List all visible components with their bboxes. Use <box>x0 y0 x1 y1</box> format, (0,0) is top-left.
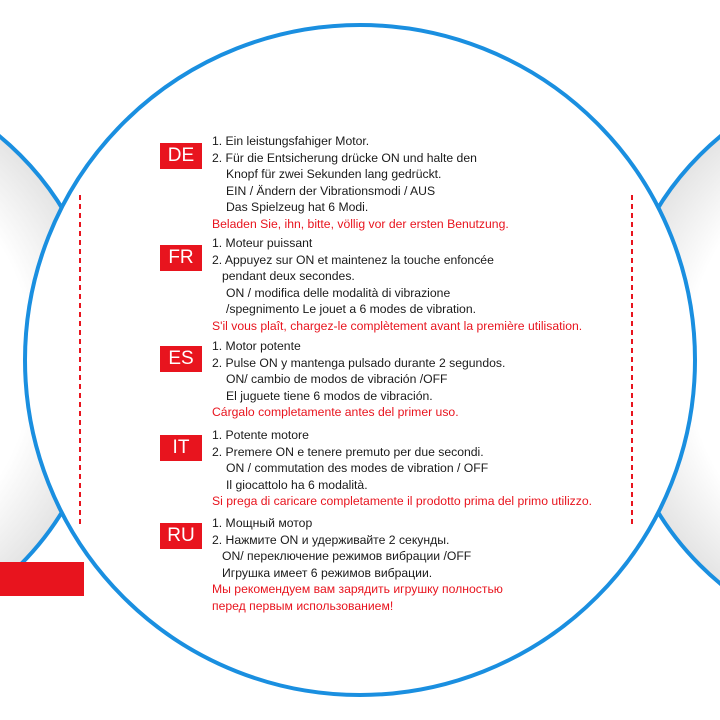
instruction-line: ON/ cambio de modos de vibración /OFF <box>226 372 448 386</box>
instruction-line: 2. Appuyez sur ON et maintenez la touche enfoncée <box>212 252 494 267</box>
instruction-line: 2. Нажмите ON и удерживайте 2 секунды. <box>212 532 450 547</box>
charging-warning: Beladen Sie, ihn, bitte, völlig vor der ersten Benutzung. <box>212 216 509 231</box>
instruction-line: El juguete tiene 6 modos de vibración. <box>226 388 433 403</box>
charging-warning: Cárgalo completamente antes del primer uso. <box>212 405 459 419</box>
instruction-line: 1. Potente motore <box>212 428 309 442</box>
instruction-line: 2. Premere ON e tenere premuto per due secondi. <box>212 444 484 459</box>
instruction-line: 1. Ein leistungsfahiger Motor. <box>212 134 370 148</box>
charging-warning: S'il vous plaît, chargez-le complètement avant la première utilisation. <box>212 318 583 333</box>
instruction-line: ON/ переключение режимов вибрации /OFF <box>222 549 472 563</box>
instruction-line: Il giocattolo ha 6 modalità. <box>226 477 368 492</box>
instruction-line: ON / modifica delle modalità di vibrazione <box>226 285 451 300</box>
instruction-line: Das Spielzeug hat 6 Modi. <box>226 200 369 214</box>
instruction-line: 1. Motor potente <box>212 339 301 353</box>
instruction-line: 2. Für die Entsicherung drücke ON und halte den <box>212 150 477 165</box>
language-badge-es: ES <box>160 346 202 372</box>
instruction-line: 1. Мощный мотор <box>212 516 313 530</box>
instruction-line: Knopf für zwei Sekunden lang gedrückt. <box>226 167 442 181</box>
charging-warning-continued: перед первым использованием! <box>212 598 394 613</box>
instruction-line: ON / commutation des modes de vibration / OFF <box>226 461 489 475</box>
language-badge-it: IT <box>160 435 202 461</box>
language-badge-de: DE <box>160 143 202 169</box>
red-accent-bar <box>0 562 84 596</box>
language-badge-fr: FR <box>160 245 202 271</box>
instruction-line: EIN / Ändern der Vibrationsmodi / AUS <box>226 183 436 198</box>
instruction-line: 2. Pulse ON y mantenga pulsado durante 2 segundos. <box>212 355 506 370</box>
instruction-line: /spegnimento Le jouet a 6 modes de vibration. <box>226 302 477 316</box>
language-badge-ru: RU <box>160 523 202 549</box>
instruction-line: pendant deux secondes. <box>222 269 355 283</box>
instruction-line: 1. Moteur puissant <box>212 236 313 250</box>
charging-warning: Si prega di caricare completamente il prodotto prima del primo utilizzo. <box>212 494 593 508</box>
charging-warning: Мы рекомендуем вам зарядить игрушку полностью <box>212 582 503 596</box>
instruction-line: Игрушка имеет 6 режимов вибрации. <box>222 565 433 580</box>
